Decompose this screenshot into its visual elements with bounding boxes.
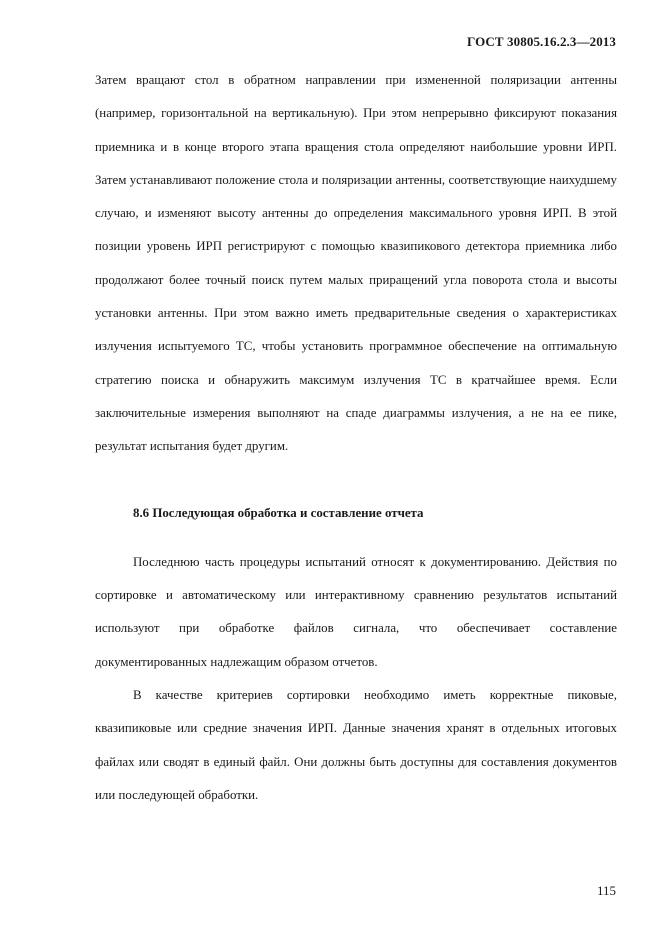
document-header-standard: ГОСТ 30805.16.2.3—2013 (467, 34, 616, 49)
paragraph-rotation-procedure: Затем вращают стол в обратном направлении при измененной поляризации антенны (например, горизонтальной на вертикальную). При этом непрерывно фиксируют показания приемника и в конце второго этапа вращения стола определяют наибольшие уровни ИРП. Затем устанавливают положение стола и поляризации антенны, соответствующие наихудшему случаю, и изменяют высоту антенны до определения максимального уровня ИРП. В этой позиции уровень ИРП регистрируют с помощью квазипикового детектора приемника либо продолжают более точный поиск путем малых приращений угла поворота стола и высоты установки антенны. При этом важно иметь предварительные сведения о характеристиках излучения испытуемого ТС, чтобы установить программное обеспечение на оптимальную стратегию поиска и обнаружить максимум излучения ТС в кратчайшее время. Если заключительные измерения выполняют на спаде диаграммы излучения, а не на ее пике, результат испытания будет другим. (95, 73, 617, 454)
spacer (95, 464, 617, 497)
spacer (95, 530, 617, 546)
page-number: 115 (596, 883, 616, 898)
paragraph-documentation: Последнюю часть процедуры испытаний относят к документированию. Действия по сортировке и автоматическому или интерактивному сравнению результатов испытаний используют при обработке файлов сигнала, что обеспечивает составление документированных надлежащим образом отчетов. (95, 554, 617, 669)
section-heading-8-6: 8.6 Последующая обработка и составление отчета (133, 505, 424, 520)
page-body (95, 64, 617, 812)
paragraph-sorting-criteria: В качестве критериев сортировки необходимо иметь корректные пиковые, квазипиковые или средние значения ИРП. Данные значения хранят в отдельных итоговых файлах или сводят в единый файл. Они должны быть доступны для составления документов или последующей обработки. (95, 688, 617, 802)
